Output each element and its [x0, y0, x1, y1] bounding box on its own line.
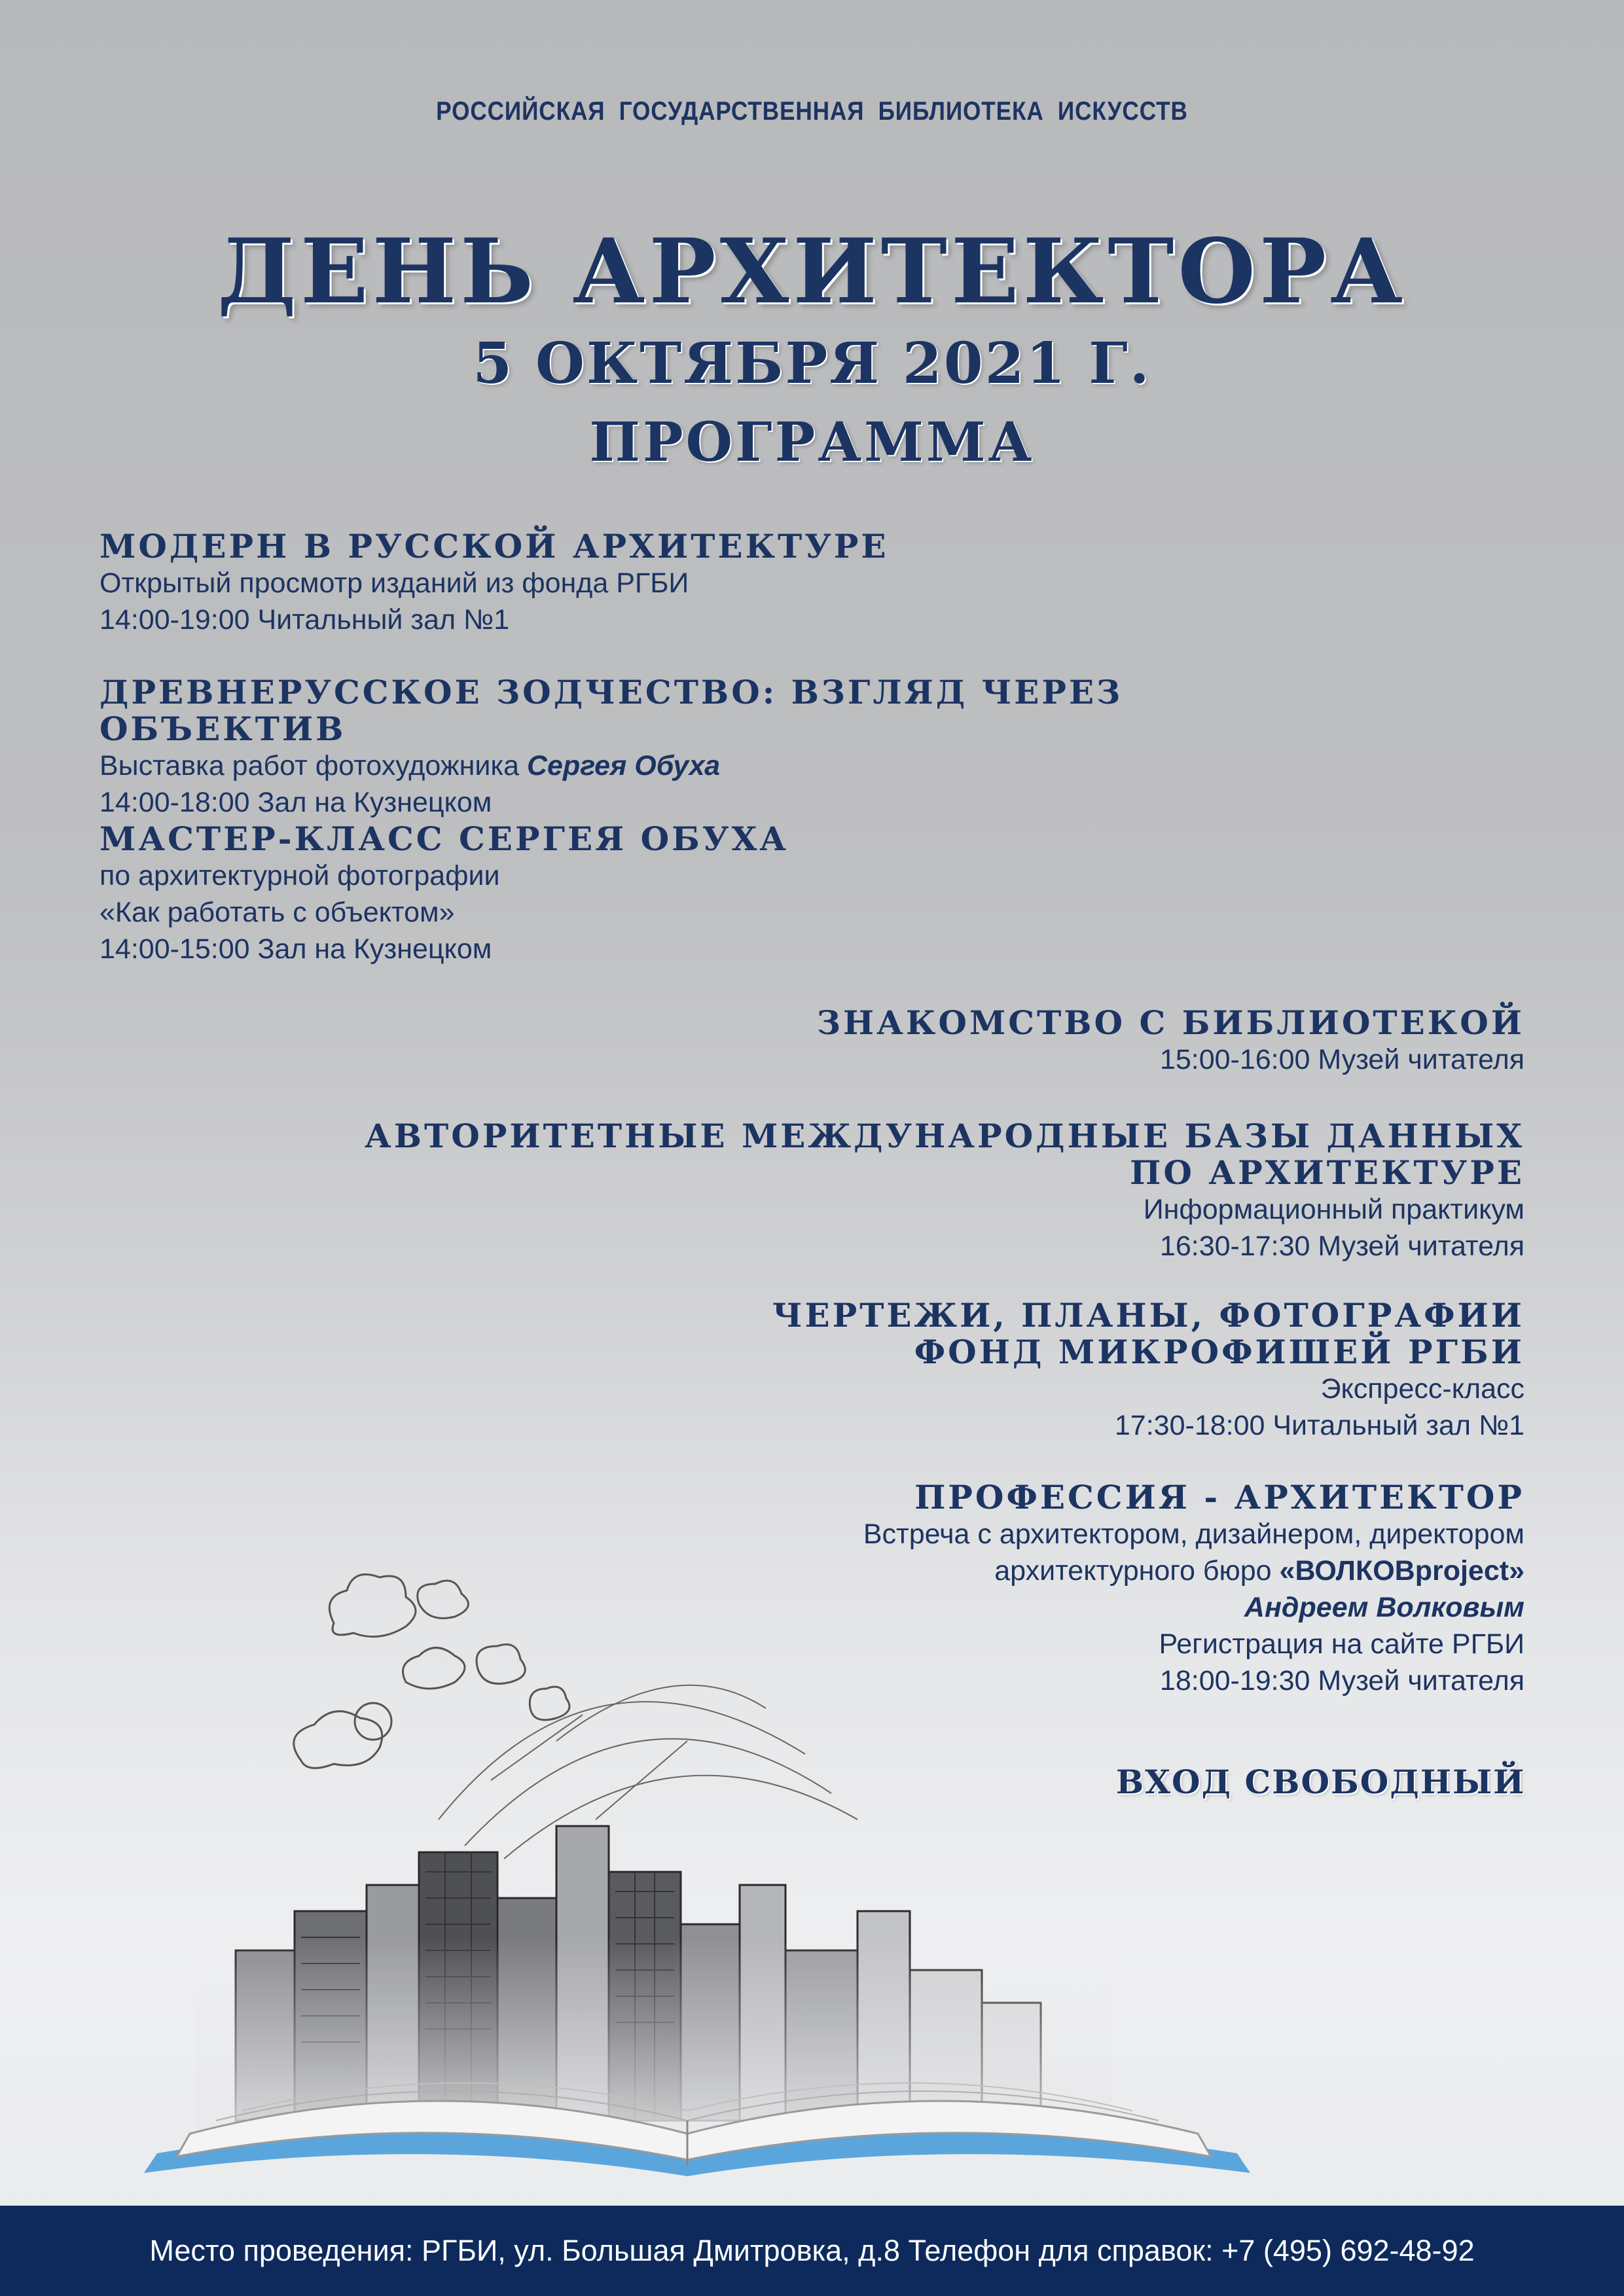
venue-contact-info: Место проведения: РГБИ, ул. Большая Дмитровка, д.8 Телефон для справок: +7 (495) 692-48-92	[149, 2234, 1475, 2267]
organization-name: РОССИЙСКАЯ ГОСУДАРСТВЕННАЯ БИБЛИОТЕКА ИСКУССТВ	[436, 97, 1188, 126]
photographer-name: Сергея Обуха	[526, 750, 720, 781]
event-title: ПО АРХИТЕКТУРЕ	[1130, 1153, 1525, 1192]
event-old-russian	[99, 674, 1343, 821]
footer-bar	[0, 2206, 1624, 2296]
event-title: ПРОФЕССИЯ - АРХИТЕКТОР	[914, 1478, 1525, 1516]
event-title: ДРЕВНЕРУССКОЕ ЗОДЧЕСТВО: ВЗГЛЯД ЧЕРЕЗ ОБЪЕКТИВ	[99, 673, 1123, 748]
event-masterclass	[99, 821, 1343, 967]
event-description: Информационный практикум	[1143, 1194, 1525, 1225]
event-description	[99, 747, 1343, 784]
event-title: ЗНАКОМСТВО С БИБЛИОТЕКОЙ	[816, 1003, 1525, 1042]
event-time: 17:30-18:00 Читальный зал №1	[1114, 1410, 1525, 1441]
event-title: ФОНД МИКРОФИШЕЙ РГБИ	[914, 1333, 1525, 1371]
book-city-illustration	[98, 1545, 1276, 2212]
event-title: МАСТЕР-КЛАСС СЕРГЕЯ ОБУХА	[99, 819, 789, 858]
event-time: 16:30-17:30 Музей читателя	[1159, 1230, 1525, 1262]
event-title: МОДЕРН В РУССКОЙ АРХИТЕКТУРЕ	[99, 527, 889, 565]
event-description: «Как работать с объектом»	[99, 897, 455, 928]
event-databases	[281, 1118, 1525, 1265]
event-description: Экспресс-класс	[1320, 1373, 1525, 1405]
event-time: 14:00-18:00 Зал на Кузнецком	[99, 787, 492, 818]
event-title: АВТОРИТЕТНЫЕ МЕЖДУНАРОДНЫЕ БАЗЫ ДАННЫХ	[365, 1117, 1525, 1155]
architect-name: Андреем Волковым	[1244, 1592, 1525, 1623]
event-time: 14:00-19:00 Читальный зал №1	[99, 604, 510, 636]
event-description-prefix: Выставка работ фотохудожника	[99, 750, 527, 781]
free-entry: ВХОД СВОБОДНЫЙ	[1116, 1763, 1526, 1801]
event-library-tour	[281, 1005, 1525, 1078]
event-time: 15:00-16:00 Музей читателя	[1159, 1044, 1525, 1075]
program-heading: ПРОГРАММА	[589, 411, 1035, 474]
event-description: Встреча с архитектором, дизайнером, директором	[863, 1518, 1525, 1550]
event-time: 18:00-19:30 Музей читателя	[1159, 1665, 1525, 1696]
event-microfiche	[281, 1297, 1525, 1444]
event-description: Открытый просмотр изданий из фонда РГБИ	[99, 567, 689, 599]
event-registration: Регистрация на сайте РГБИ	[1159, 1628, 1525, 1660]
page-title: ДЕНЬ АРХИТЕКТОРА	[217, 219, 1407, 324]
event-time: 14:00-15:00 Зал на Кузнецком	[99, 933, 492, 965]
cloud-sketches	[294, 1575, 569, 1768]
event-description-prefix: архитектурного бюро	[994, 1555, 1280, 1587]
event-title: ЧЕРТЕЖИ, ПЛАНЫ, ФОТОГРАФИИ	[772, 1296, 1525, 1335]
event-modern	[99, 528, 1343, 638]
bureau-name: «ВОЛКОВproject»	[1279, 1555, 1525, 1587]
event-date: 5 ОКТЯБРЯ 2021 Г.	[473, 331, 1151, 397]
sketch-arcs	[439, 1685, 857, 1859]
event-description: по архитектурной фотографии	[99, 860, 500, 891]
